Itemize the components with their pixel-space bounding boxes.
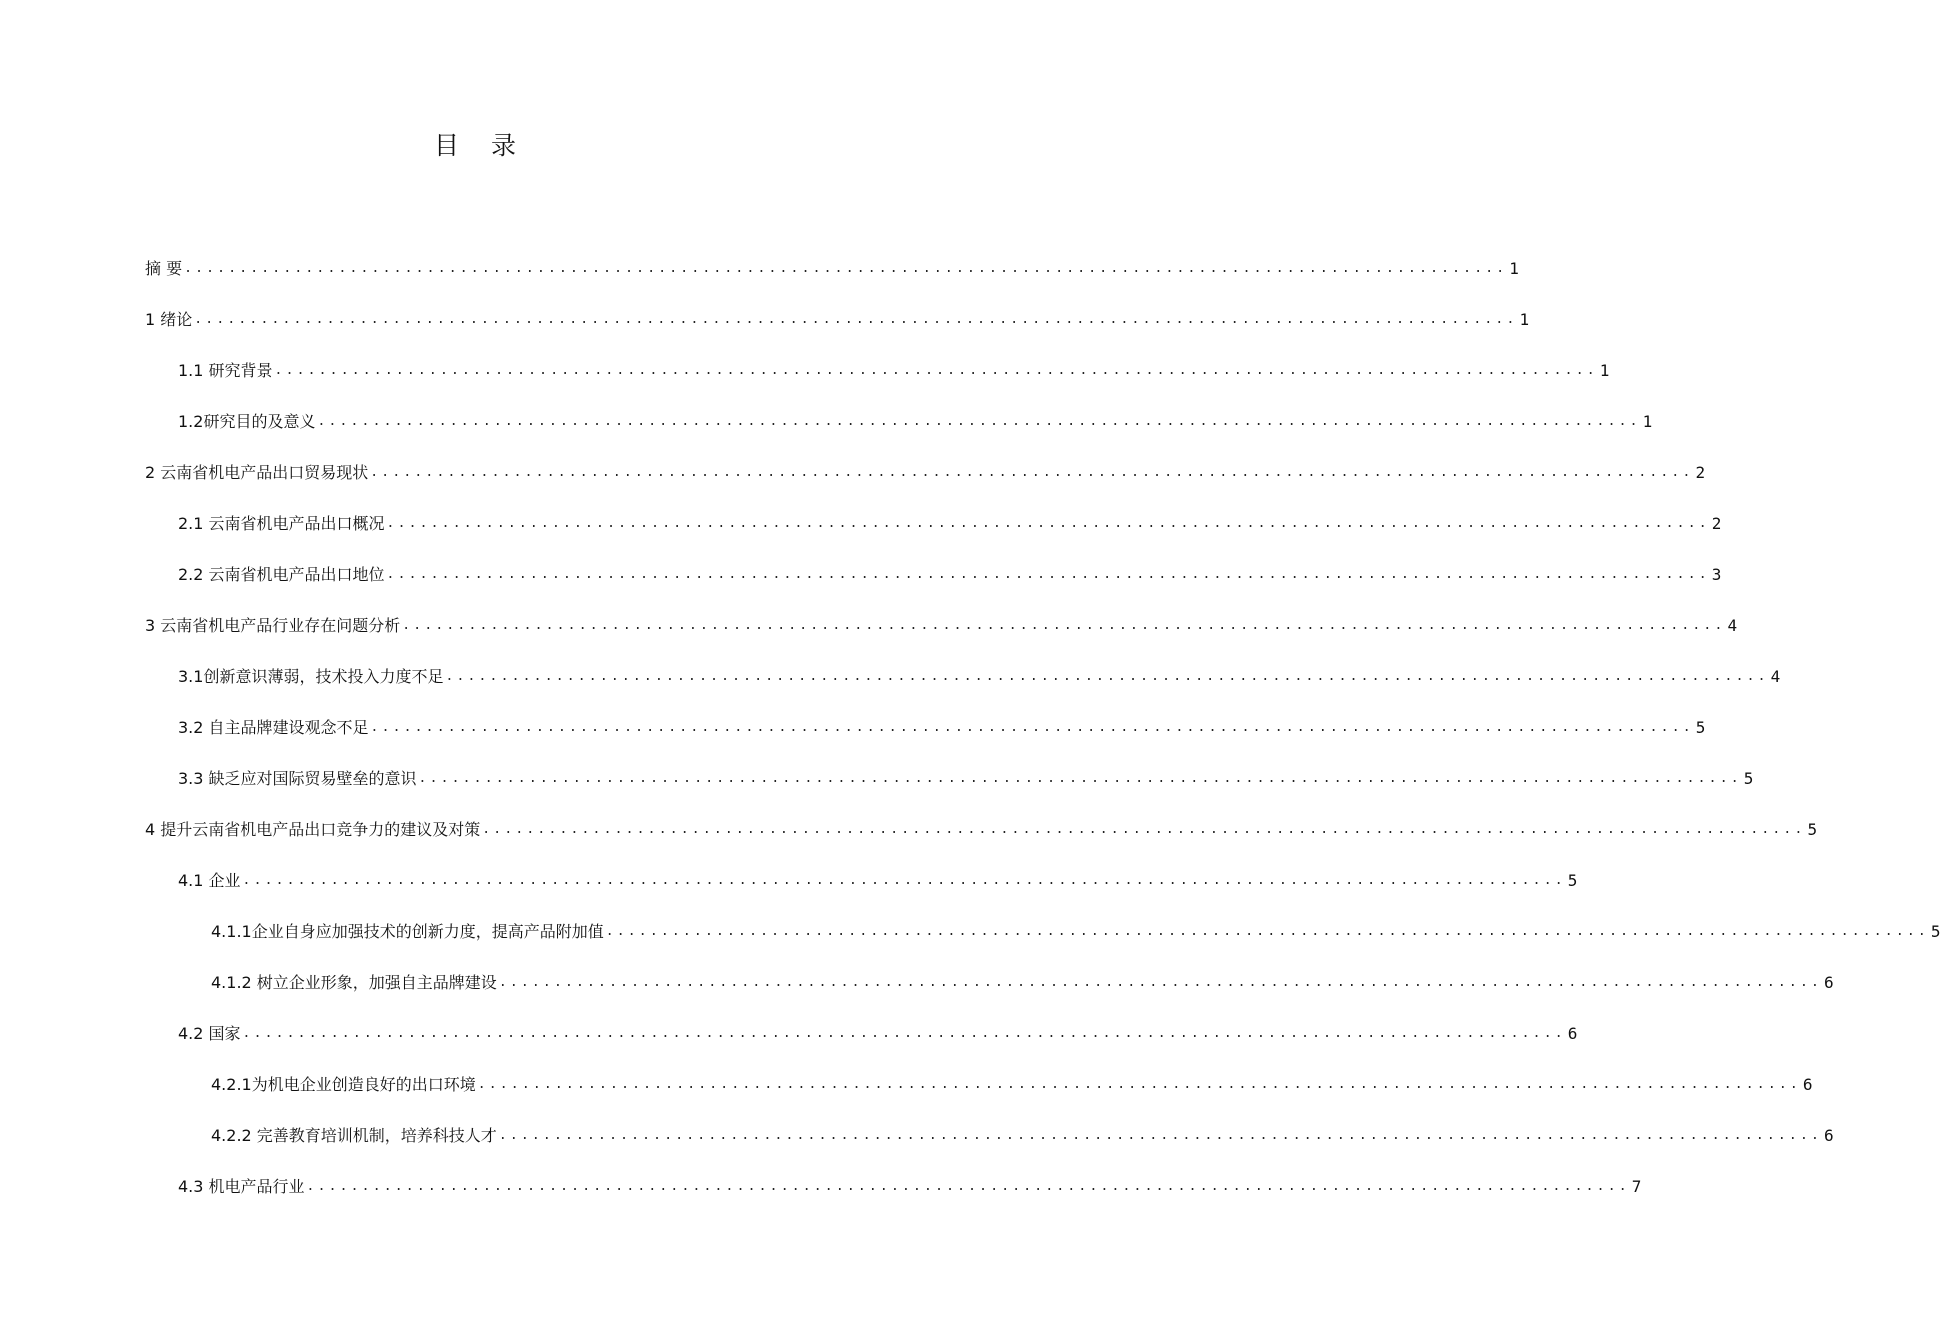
toc-entry-label: 3 云南省机电产品行业存在问题分析 [145,616,401,635]
toc-entry-label: 3.2 自主品牌建设观念不足 [178,718,369,737]
toc-entry-label: 1 绪论 [145,310,193,329]
toc-leader-dots: ........................................................................................................................ [242,873,1566,888]
toc-leader-dots: ........................................................................................................................ [418,771,1742,786]
toc-entry-page: 5 [1807,820,1818,839]
toc-entry-label: 1.2研究目的及意义 [178,412,316,431]
toc-leader-dots: ........................................................................................................................ [605,924,1929,939]
toc-entry[interactable] [145,250,1519,280]
toc-entry-page: 5 [1695,718,1706,737]
toc-entry[interactable] [211,964,1834,994]
toc-entry-label: 4.2.1为机电企业创造良好的出口环境 [211,1075,476,1094]
toc-entry-label: 4.1.2 树立企业形象，加强自主品牌建设 [211,973,497,992]
toc-entry-label: 4.1 企业 [178,871,241,890]
toc-leader-dots: ........................................................................................................................ [274,363,1598,378]
toc-entry[interactable] [178,352,1610,382]
toc-entry[interactable] [178,658,1781,688]
toc-entry[interactable] [178,862,1578,892]
toc-entry-page: 6 [1824,1126,1834,1145]
toc-entry-page: 4 [1770,667,1781,686]
toc-entry-page: 2 [1695,463,1706,482]
toc-entry-page: 5 [1930,922,1941,941]
toc-entry-page: 5 [1567,871,1578,890]
toc-entry-page: 5 [1743,769,1754,788]
toc-entry-page: 4 [1727,616,1738,635]
toc-entry-page: 6 [1824,973,1834,992]
toc-entry-page: 6 [1567,1024,1578,1043]
toc-entry[interactable] [145,454,1706,484]
toc-leader-dots: ........................................................................................................................ [370,465,1694,480]
toc-entry-page: 2 [1711,514,1722,533]
toc-leader-dots: ........................................................................................................................ [386,567,1710,582]
toc-entry[interactable] [211,1117,1834,1147]
toc-entry-page: 7 [1631,1177,1642,1196]
page-title: 目 录 [434,131,528,160]
toc-leader-dots: ........................................................................................................................ [242,1026,1566,1041]
toc-entry-page: 3 [1711,565,1722,584]
toc-entry-label: 摘 要 [145,259,183,278]
toc-leader-dots: ........................................................................................................................ [317,414,1641,429]
toc-entry-label: 2.2 云南省机电产品出口地位 [178,565,385,584]
toc-entry[interactable] [178,760,1754,790]
toc-entry-label: 4 提升云南省机电产品出口竞争力的建议及对策 [145,820,481,839]
toc-leader-dots: ........................................................................................................................ [386,516,1710,531]
toc-entry[interactable] [178,556,1722,586]
toc-leader-dots: ........................................................................................................................ [402,618,1726,633]
toc-leader-dots: ........................................................................................................................ [482,822,1806,837]
toc-leader-dots: ........................................................................................................................ [370,720,1694,735]
toc-leader-dots: ........................................................................................................................ [477,1077,1801,1092]
toc-entry[interactable] [211,913,1941,943]
toc-entry-page: 1 [1519,310,1530,329]
toc-entry-page: 1 [1599,361,1610,380]
toc-entry[interactable] [178,403,1653,433]
toc-entry[interactable] [178,709,1706,739]
toc-leader-dots: ........................................................................................................................ [194,312,1518,327]
toc-entry[interactable] [178,1168,1642,1198]
toc-entry-label: 4.2.2 完善教育培训机制，培养科技人才 [211,1126,497,1145]
toc-entry-label: 2.1 云南省机电产品出口概况 [178,514,385,533]
toc-entry-label: 1.1 研究背景 [178,361,273,380]
toc-leader-dots: ........................................................................................................................ [306,1179,1630,1194]
toc-entry-label: 3.1创新意识薄弱，技术投入力度不足 [178,667,444,686]
toc-entry[interactable] [145,301,1530,331]
toc-entry[interactable] [211,1066,1813,1096]
toc-entry-label: 2 云南省机电产品出口贸易现状 [145,463,369,482]
toc-entry[interactable] [145,811,1818,841]
toc-entry-label: 3.3 缺乏应对国际贸易壁垒的意识 [178,769,417,788]
toc-entry-label: 4.1.1企业自身应加强技术的创新力度，提高产品附加值 [211,922,604,941]
toc-entry-label: 4.3 机电产品行业 [178,1177,305,1196]
toc-entry-page: 1 [1509,259,1519,278]
toc-entry-page: 1 [1642,412,1653,431]
toc-leader-dots: ........................................................................................................................ [184,261,1508,276]
toc-entry[interactable] [178,505,1722,535]
toc-leader-dots: ........................................................................................................................ [445,669,1769,684]
toc-leader-dots: ........................................................................................................................ [498,1128,1823,1143]
toc-entry[interactable] [145,607,1738,637]
toc-leader-dots: ........................................................................................................................ [498,975,1823,990]
toc-entry-label: 4.2 国家 [178,1024,241,1043]
toc-entry[interactable] [178,1015,1578,1045]
toc-entry-page: 6 [1802,1075,1813,1094]
